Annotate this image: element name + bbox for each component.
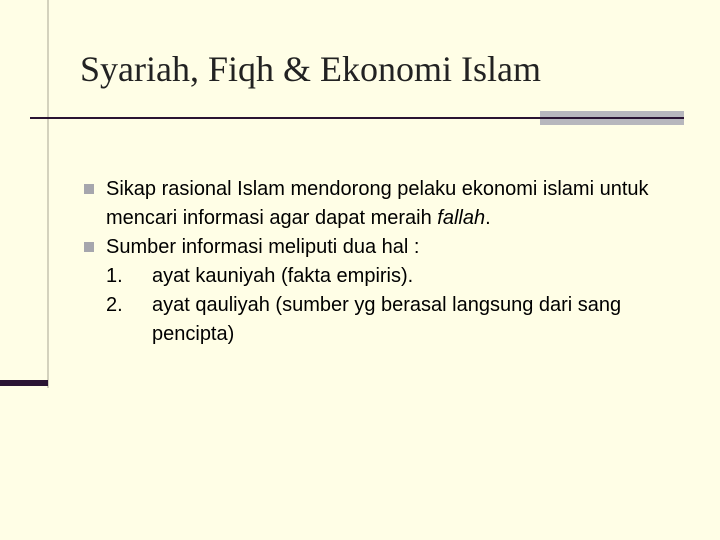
item-number: 1. (106, 265, 123, 287)
numbered-item (80, 291, 680, 349)
bullet-item (80, 175, 680, 233)
slide-title: Syariah, Fiqh & Ekonomi Islam (80, 49, 541, 89)
vertical-accent-bar (0, 380, 48, 386)
slide-body (80, 175, 680, 349)
bullet-emphasis: fallah (437, 207, 486, 229)
item-text: ayat qauliyah (sumber yg berasal langsung dari sang pencipta) (152, 294, 622, 345)
numbered-item (80, 262, 680, 291)
vertical-rule (47, 0, 49, 388)
bullet-item (80, 233, 680, 262)
item-text: ayat kauniyah (fakta empiris). (152, 265, 414, 287)
bullet-text: Sikap rasional Islam mendorong pelaku ekonomi islami untuk mencari informasi agar dapat meraih (106, 178, 649, 229)
bullet-text: Sumber informasi meliputi dua hal : (106, 236, 420, 258)
bullet-suffix: . (485, 207, 491, 229)
square-bullet-icon (84, 242, 94, 252)
item-number: 2. (106, 294, 123, 316)
square-bullet-icon (84, 184, 94, 194)
title-accent-bar (540, 111, 684, 125)
